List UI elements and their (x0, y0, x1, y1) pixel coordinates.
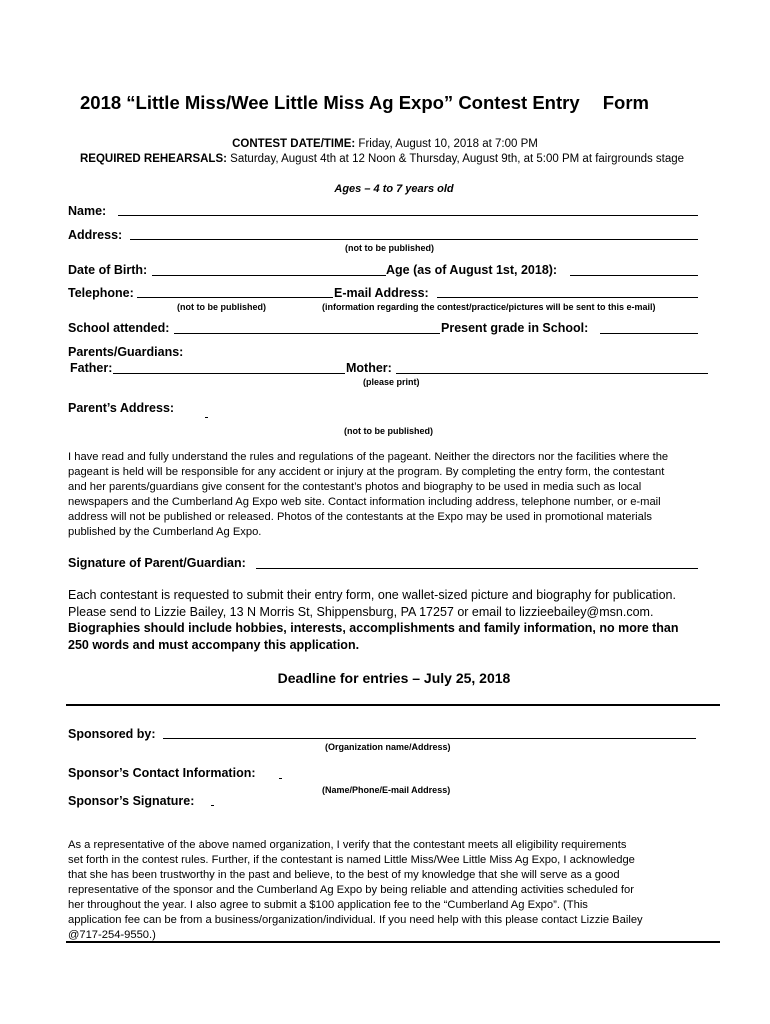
sponsor-contact-label: Sponsor’s Contact Information: (68, 766, 256, 780)
sponsor-contact-note: (Name/Phone/E-mail Address) (322, 785, 451, 795)
address-field[interactable] (130, 239, 698, 240)
submit-line: Please send to Lizzie Bailey, 13 N Morris St, Shippensburg, PA 17257 or email to lizzieebailey@msn.com. (68, 604, 654, 619)
sponsor-line: that she has been trustworthy in the past and believe, to the best of my knowledge that she will serve as a good (68, 869, 620, 881)
father-field[interactable] (113, 373, 345, 374)
parent-address-note: (not to be published) (344, 426, 433, 436)
rehearsal-value: Saturday, August 4th at 12 Noon & Thursday, August 9th, at 5:00 PM at fairgrounds stage (230, 153, 685, 165)
name-field[interactable] (118, 215, 698, 216)
sponsor-signature-field[interactable] (211, 805, 214, 806)
age-field[interactable] (570, 275, 698, 276)
dob-field[interactable] (152, 275, 386, 276)
email-note: (information regarding the contest/practice/pictures will be sent to this e-mail) (322, 302, 656, 312)
parent-signature-label: Signature of Parent/Guardian: (68, 556, 246, 570)
sponsored-by-field[interactable] (163, 738, 696, 739)
sponsor-contact-field[interactable] (279, 778, 282, 779)
ages-note: Ages – 4 to 7 years old (334, 183, 454, 195)
address-note: (not to be published) (345, 243, 434, 253)
email-field[interactable] (437, 297, 698, 298)
deadline: Deadline for entries – July 25, 2018 (277, 670, 511, 686)
school-field[interactable] (174, 333, 440, 334)
page-title (80, 92, 649, 114)
mother-field[interactable] (396, 373, 708, 374)
telephone-note: (not to be published) (177, 302, 266, 312)
consent-line: newspapers and the Cumberland Ag Expo web site. Contact information including address, telephone number, or e-mail (68, 496, 661, 508)
mother-label: Mother: (346, 361, 392, 375)
sponsor-line: representative of the sponsor and the Cumberland Ag Expo by being reliable and attending activities scheduled for (68, 884, 634, 896)
sponsor-agreement (68, 838, 643, 943)
parent-address-field[interactable] (205, 417, 208, 418)
telephone-field[interactable] (137, 297, 333, 298)
age-label: Age (as of August 1st, 2018): (386, 263, 558, 277)
title-main: 2018 “Little Miss/Wee Little Miss Ag Expo” Contest Entry (80, 92, 580, 113)
contest-value: Friday, August 10, 2018 at 7:00 PM (358, 138, 538, 150)
sponsored-by-label: Sponsored by: (68, 727, 156, 741)
grade-field[interactable] (600, 333, 698, 334)
school-label: School attended: (68, 321, 170, 335)
parent-signature-field[interactable] (256, 568, 698, 569)
father-label: Father: (70, 361, 113, 375)
sponsor-line: her throughout the year. I also agree to submit a $100 application fee to the “Cumberland Ag Expo”. (This (68, 899, 588, 911)
consent-line: I have read and fully understand the rules and regulations of the pageant. Neither the directors nor the facilities where the (68, 451, 669, 463)
rehearsal-label: REQUIRED REHEARSALS: (80, 153, 227, 165)
sponsored-note: (Organization name/Address) (325, 742, 451, 752)
sponsor-line: As a representative of the above named organization, I verify that the contestant meets all eligibility requirements (68, 839, 627, 851)
consent-line: published by the Cumberland Ag Expo. (68, 526, 262, 538)
rehearsals (80, 152, 684, 167)
telephone-label: Telephone: (68, 286, 134, 300)
address-label: Address: (68, 228, 123, 242)
parents-label: Parents/Guardians: (68, 345, 184, 359)
grade-label: Present grade in School: (441, 321, 589, 335)
parent-address-label: Parent’s Address: (68, 401, 175, 415)
sponsor-line: application fee can be from a business/organization/individual. If you need help with this please contact Lizzie Bailey (68, 914, 643, 926)
consent-line: address will not be published or released. Photos of the contestants at the Expo may be used in promotional materials (68, 511, 652, 523)
sponsor-line: set forth in the contest rules. Further, if the contestant is named Little Miss/Wee Little Miss Ag Expo, I acknowledge (68, 854, 635, 866)
bottom-divider (66, 941, 720, 943)
consent-line: and her parents/guardians give consent for the contestant’s photos and biography to be used in media such as local (68, 481, 642, 493)
mother-note: (please print) (363, 377, 420, 387)
bio-line: Biographies should include hobbies, interests, accomplishments and family information, no more than (68, 621, 679, 635)
name-label: Name: (68, 204, 107, 218)
consent-line: pageant is held will be responsible for any accident or injury at the program. By completing the entry form, the contestant (68, 466, 665, 478)
contest-label: CONTEST DATE/TIME: (232, 138, 356, 150)
title-form: Form (602, 92, 649, 113)
consent-paragraph (68, 450, 668, 540)
submit-line: Each contestant is requested to submit their entry form, one wallet-sized picture and biography for publication. (68, 588, 676, 602)
contest-datetime (0, 137, 770, 152)
sponsor-signature-label: Sponsor’s Signature: (68, 794, 195, 808)
bio-line: 250 words and must accompany this application. (68, 637, 360, 652)
submission-paragraph (68, 587, 679, 653)
email-label: E-mail Address: (334, 286, 429, 300)
dob-label: Date of Birth: (68, 263, 148, 277)
sponsor-line: @717-254-9550.) (68, 929, 156, 941)
section-divider (66, 704, 720, 706)
